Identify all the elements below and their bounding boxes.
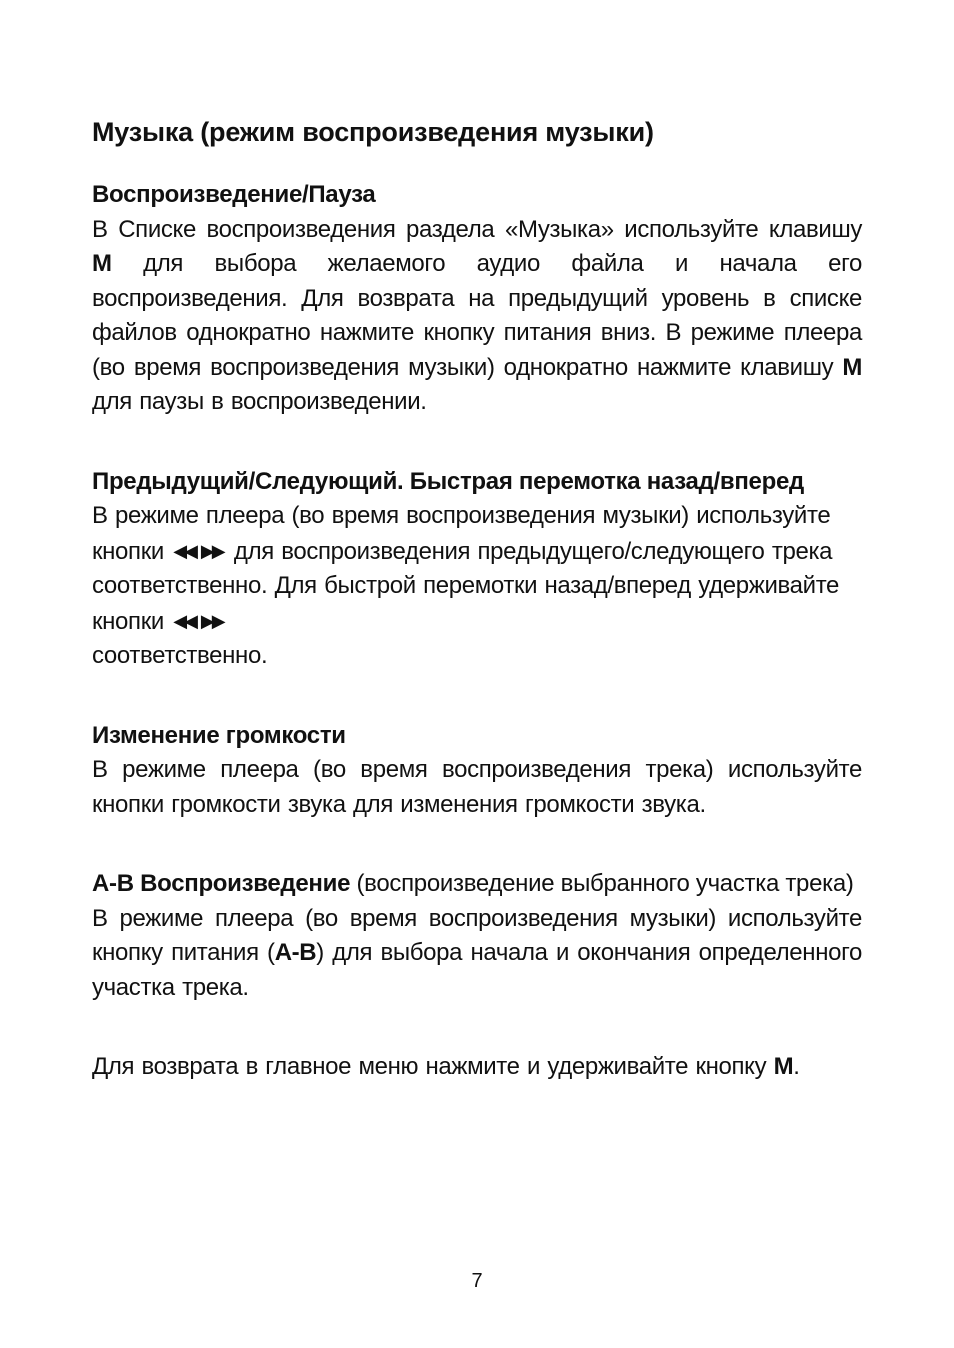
- document-page: [92, 110, 862, 1130]
- section-main-menu: [92, 1050, 862, 1085]
- heading-bold: A-B Воспроизведение: [92, 870, 351, 897]
- section-play-pause: [92, 178, 862, 420]
- fast-forward-icon: ▶▶: [200, 540, 223, 561]
- fast-forward-icon: ▶▶: [200, 610, 223, 631]
- body-text: В режиме плеера (во время воспроизведения музыки) используйте кнопку питания (: [92, 904, 862, 966]
- section-heading: Воспроизведение/Пауза: [92, 181, 376, 208]
- body-text: для паузы в воспроизведении.: [92, 388, 427, 415]
- page-number: 7: [471, 1270, 483, 1292]
- body-text: Для возврата в главное меню нажмите и удерживайте кнопку: [92, 1053, 774, 1080]
- body-text: соответственно.: [92, 642, 268, 669]
- section-ab-repeat: [92, 867, 862, 1005]
- section-body: [92, 499, 862, 674]
- body-text: В Списке воспроизведения раздела «Музыка» используйте клавишу: [92, 215, 862, 243]
- rewind-icon: ◀◀: [173, 610, 195, 631]
- rewind-icon: ◀◀: [173, 540, 195, 561]
- key-m: M: [92, 250, 112, 277]
- body-text: .: [793, 1053, 800, 1080]
- section-volume: [92, 719, 862, 823]
- heading-note: (воспроизведение выбранного участка трека): [350, 870, 854, 897]
- key-ab: A-B: [274, 939, 317, 966]
- section-heading: Предыдущий/Следующий. Быстрая перемотка назад/вперед: [92, 467, 804, 495]
- section-prev-next: [92, 465, 862, 674]
- body-text: ) для выбора начала и окончания определенного участка трека.: [92, 939, 862, 1001]
- key-m: M: [773, 1053, 794, 1080]
- page-title: Музыка (режим воспроизведения музыки): [92, 117, 654, 147]
- section-body: В режиме плеера (во время воспроизведения трека) используйте кнопки громкости звука для изменения громкости звука.: [92, 756, 862, 818]
- section-heading: Изменение громкости: [92, 721, 346, 749]
- body-text: для выбора желаемого аудио файла и начала его воспроизведения. Для возврата на предыдущий уровень в списке файлов однократно нажмите кнопку питания вниз. В режиме плеера (во время воспроизведения музыки) однократно нажмите клавишу: [92, 250, 862, 381]
- body-text: для воспроизведения предыдущего/следующего трека соответственно. Для быстрой перемотки назад/вперед удерживайте кнопки: [92, 537, 840, 635]
- section-heading: [92, 867, 862, 902]
- body-text: В режиме плеера (во время воспроизведения музыки) используйте кнопки: [92, 502, 831, 565]
- section-body: [92, 902, 862, 1006]
- section-body: [92, 213, 862, 420]
- key-m: M: [842, 353, 862, 381]
- section-body: [92, 1050, 862, 1085]
